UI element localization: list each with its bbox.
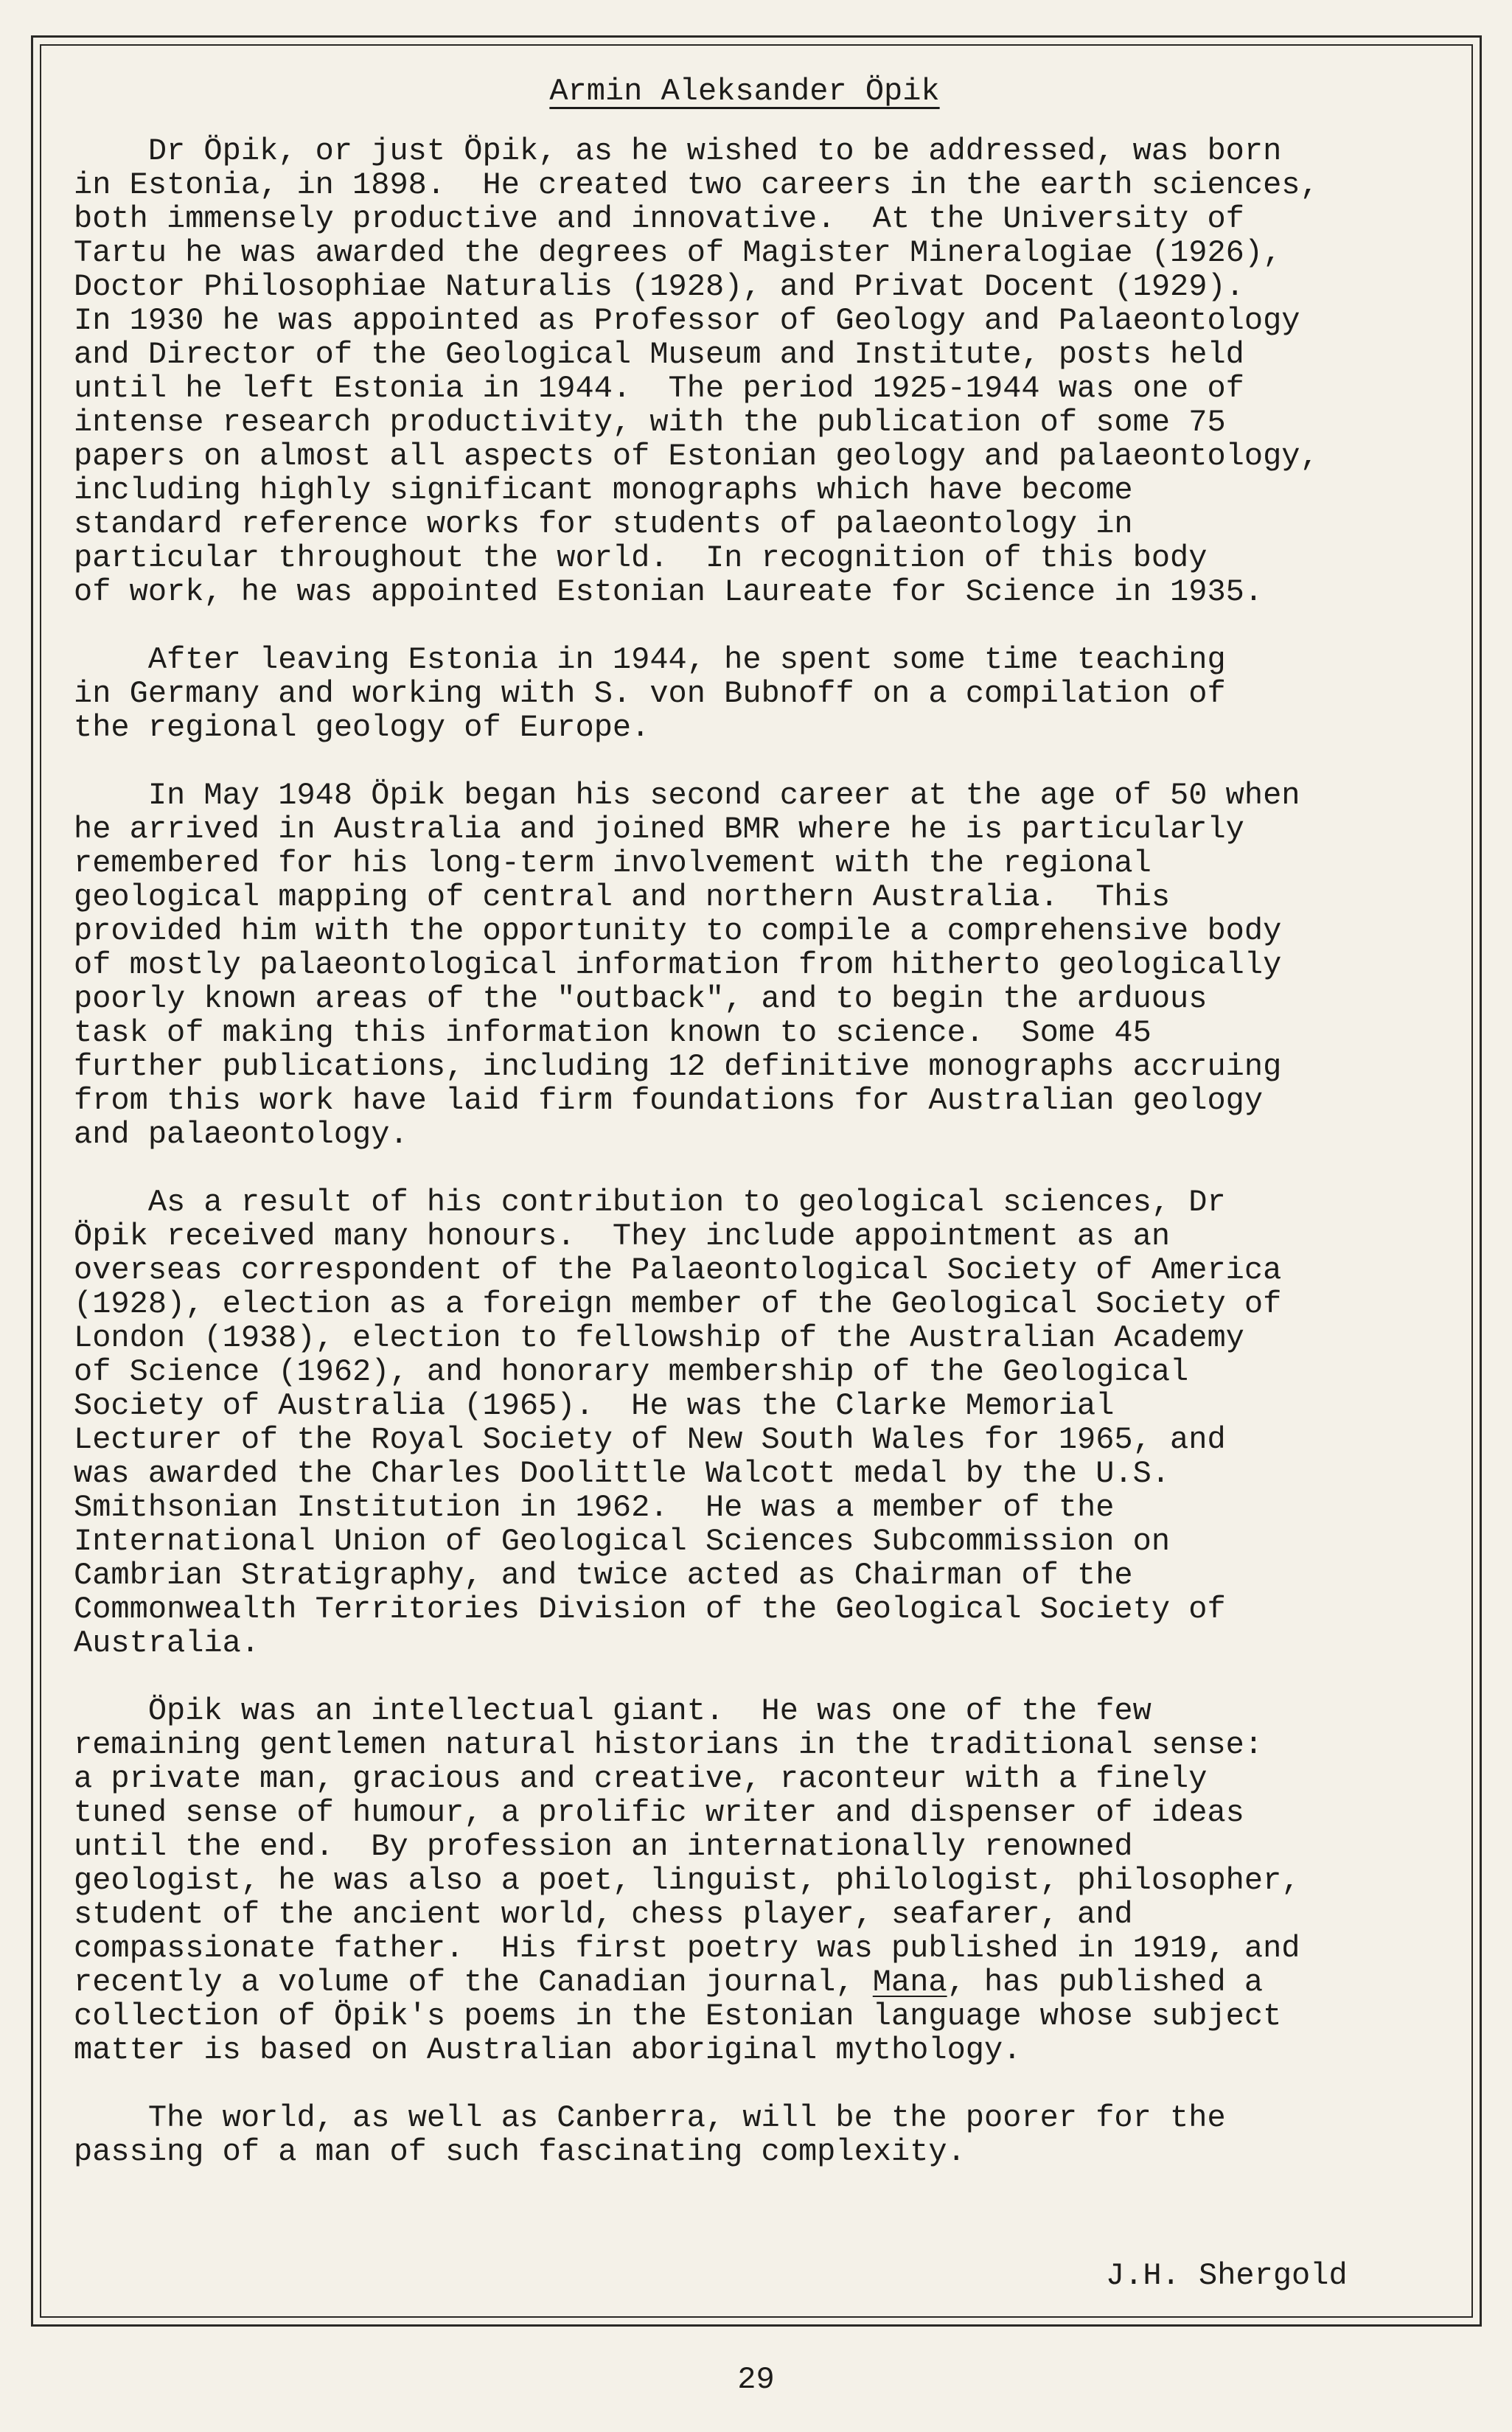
text-line: and Director of the Geological Museum and Institute, posts held bbox=[74, 337, 1244, 372]
text-line: After leaving Estonia in 1944, he spent some time teaching bbox=[74, 642, 1226, 677]
author-signature: J.H. Shergold bbox=[1106, 2258, 1348, 2293]
text-line: in Estonia, in 1898. He created two careers in the earth sciences, bbox=[74, 167, 1319, 203]
text-line: geologist, he was also a poet, linguist, philologist, philosopher, bbox=[74, 1863, 1300, 1898]
text-line: matter is based on Australian aboriginal mythology. bbox=[74, 2032, 1022, 2068]
text-line: Cambrian Stratigraphy, and twice acted as Chairman of the bbox=[74, 1558, 1133, 1593]
text-line: collection of Öpik's poems in the Estonian language whose subject bbox=[74, 1999, 1282, 2034]
text-line: geological mapping of central and northern Australia. This bbox=[74, 879, 1171, 915]
journal-title-mana: Mana bbox=[872, 1965, 947, 2000]
text-line: Doctor Philosophiae Naturalis (1928), and Privat Docent (1929). bbox=[74, 269, 1244, 304]
text-line: compassionate father. His first poetry was published in 1919, and bbox=[74, 1931, 1300, 1966]
paragraph-1 bbox=[74, 134, 1445, 609]
text-line: including highly significant monographs which have become bbox=[74, 473, 1133, 508]
page-number: 29 bbox=[737, 2362, 775, 2397]
paragraph-3 bbox=[74, 778, 1445, 1151]
text-line: passing of a man of such fascinating complexity. bbox=[74, 2134, 966, 2170]
text-line: of Science (1962), and honorary membership of the Geological bbox=[74, 1354, 1189, 1390]
text-line: Dr Öpik, or just Öpik, as he wished to be addressed, was born bbox=[74, 133, 1282, 169]
text-line: from this work have laid firm foundations for Australian geology bbox=[74, 1083, 1264, 1118]
text-line: both immensely productive and innovative. At the University of bbox=[74, 201, 1244, 237]
text-line: poorly known areas of the "outback", and to begin the arduous bbox=[74, 981, 1208, 1017]
text-line: of work, he was appointed Estonian Laureate for Science in 1935. bbox=[74, 574, 1264, 610]
paragraph-2 bbox=[74, 643, 1445, 745]
text-line: As a result of his contribution to geological sciences, Dr bbox=[74, 1185, 1226, 1220]
mana-line-after: , has published a bbox=[947, 1965, 1264, 2000]
page-title bbox=[74, 71, 1445, 112]
text-line-mana bbox=[74, 1965, 1445, 1999]
text-line: Smithsonian Institution in 1962. He was a member of the bbox=[74, 1490, 1115, 1525]
text-line: In May 1948 Öpik began his second career at the age of 50 when bbox=[74, 778, 1300, 813]
text-line: of mostly palaeontological information from hitherto geologically bbox=[74, 947, 1282, 983]
text-line: In 1930 he was appointed as Professor of Geology and Palaeontology bbox=[74, 303, 1300, 338]
text-line: Commonwealth Territories Division of the Geological Society of bbox=[74, 1592, 1226, 1627]
text-line: he arrived in Australia and joined BMR where he is particularly bbox=[74, 812, 1244, 847]
text-line: International Union of Geological Sciences Subcommission on bbox=[74, 1524, 1171, 1559]
text-line: London (1938), election to fellowship of the Australian Academy bbox=[74, 1320, 1244, 1356]
text-line: student of the ancient world, chess player, seafarer, and bbox=[74, 1897, 1133, 1932]
text-line: Öpik received many honours. They include appointment as an bbox=[74, 1219, 1171, 1254]
text-line: provided him with the opportunity to compile a comprehensive body bbox=[74, 913, 1282, 949]
text-line: task of making this information known to science. Some 45 bbox=[74, 1015, 1152, 1051]
text-line: in Germany and working with S. von Bubnoff on a compilation of bbox=[74, 676, 1226, 711]
title-text: Armin Aleksander Öpik bbox=[549, 74, 940, 109]
text-line: papers on almost all aspects of Estonian geology and palaeontology, bbox=[74, 439, 1319, 474]
text-line: remaining gentlemen natural historians in the traditional sense: bbox=[74, 1727, 1264, 1763]
text-line: Australia. bbox=[74, 1626, 260, 1661]
text-line: and palaeontology. bbox=[74, 1117, 408, 1152]
text-line: the regional geology of Europe. bbox=[74, 710, 650, 745]
text-line: remembered for his long-term involvement with the regional bbox=[74, 846, 1152, 881]
text-line: tuned sense of humour, a prolific writer and dispenser of ideas bbox=[74, 1795, 1244, 1830]
text-line: particular throughout the world. In recognition of this body bbox=[74, 540, 1208, 576]
obituary-body bbox=[74, 71, 1445, 2203]
text-line: intense research productivity, with the publication of some 75 bbox=[74, 405, 1226, 440]
text-line: standard reference works for students of palaeontology in bbox=[74, 506, 1133, 542]
paragraph-4 bbox=[74, 1185, 1445, 1660]
text-line: was awarded the Charles Doolittle Walcott medal by the U.S. bbox=[74, 1456, 1171, 1491]
text-line: until the end. By profession an internationally renowned bbox=[74, 1829, 1133, 1864]
paragraph-5 bbox=[74, 1694, 1445, 2067]
text-line: overseas correspondent of the Palaeontological Society of America bbox=[74, 1252, 1282, 1288]
paragraph-6 bbox=[74, 2101, 1445, 2169]
text-line: Lecturer of the Royal Society of New South Wales for 1965, and bbox=[74, 1422, 1226, 1457]
text-line: Öpik was an intellectual giant. He was one of the few bbox=[74, 1693, 1152, 1729]
text-line: further publications, including 12 definitive monographs accruing bbox=[74, 1049, 1282, 1084]
text-line: (1928), election as a foreign member of the Geological Society of bbox=[74, 1286, 1282, 1322]
text-line: Society of Australia (1965). He was the Clarke Memorial bbox=[74, 1388, 1115, 1424]
text-line: The world, as well as Canberra, will be the poorer for the bbox=[74, 2100, 1226, 2136]
mana-line-before: recently a volume of the Canadian journal, bbox=[74, 1965, 873, 2000]
text-line: a private man, gracious and creative, raconteur with a finely bbox=[74, 1761, 1208, 1797]
text-line: Tartu he was awarded the degrees of Magister Mineralogiae (1926), bbox=[74, 235, 1282, 271]
text-line: until he left Estonia in 1944. The period 1925-1944 was one of bbox=[74, 371, 1244, 406]
